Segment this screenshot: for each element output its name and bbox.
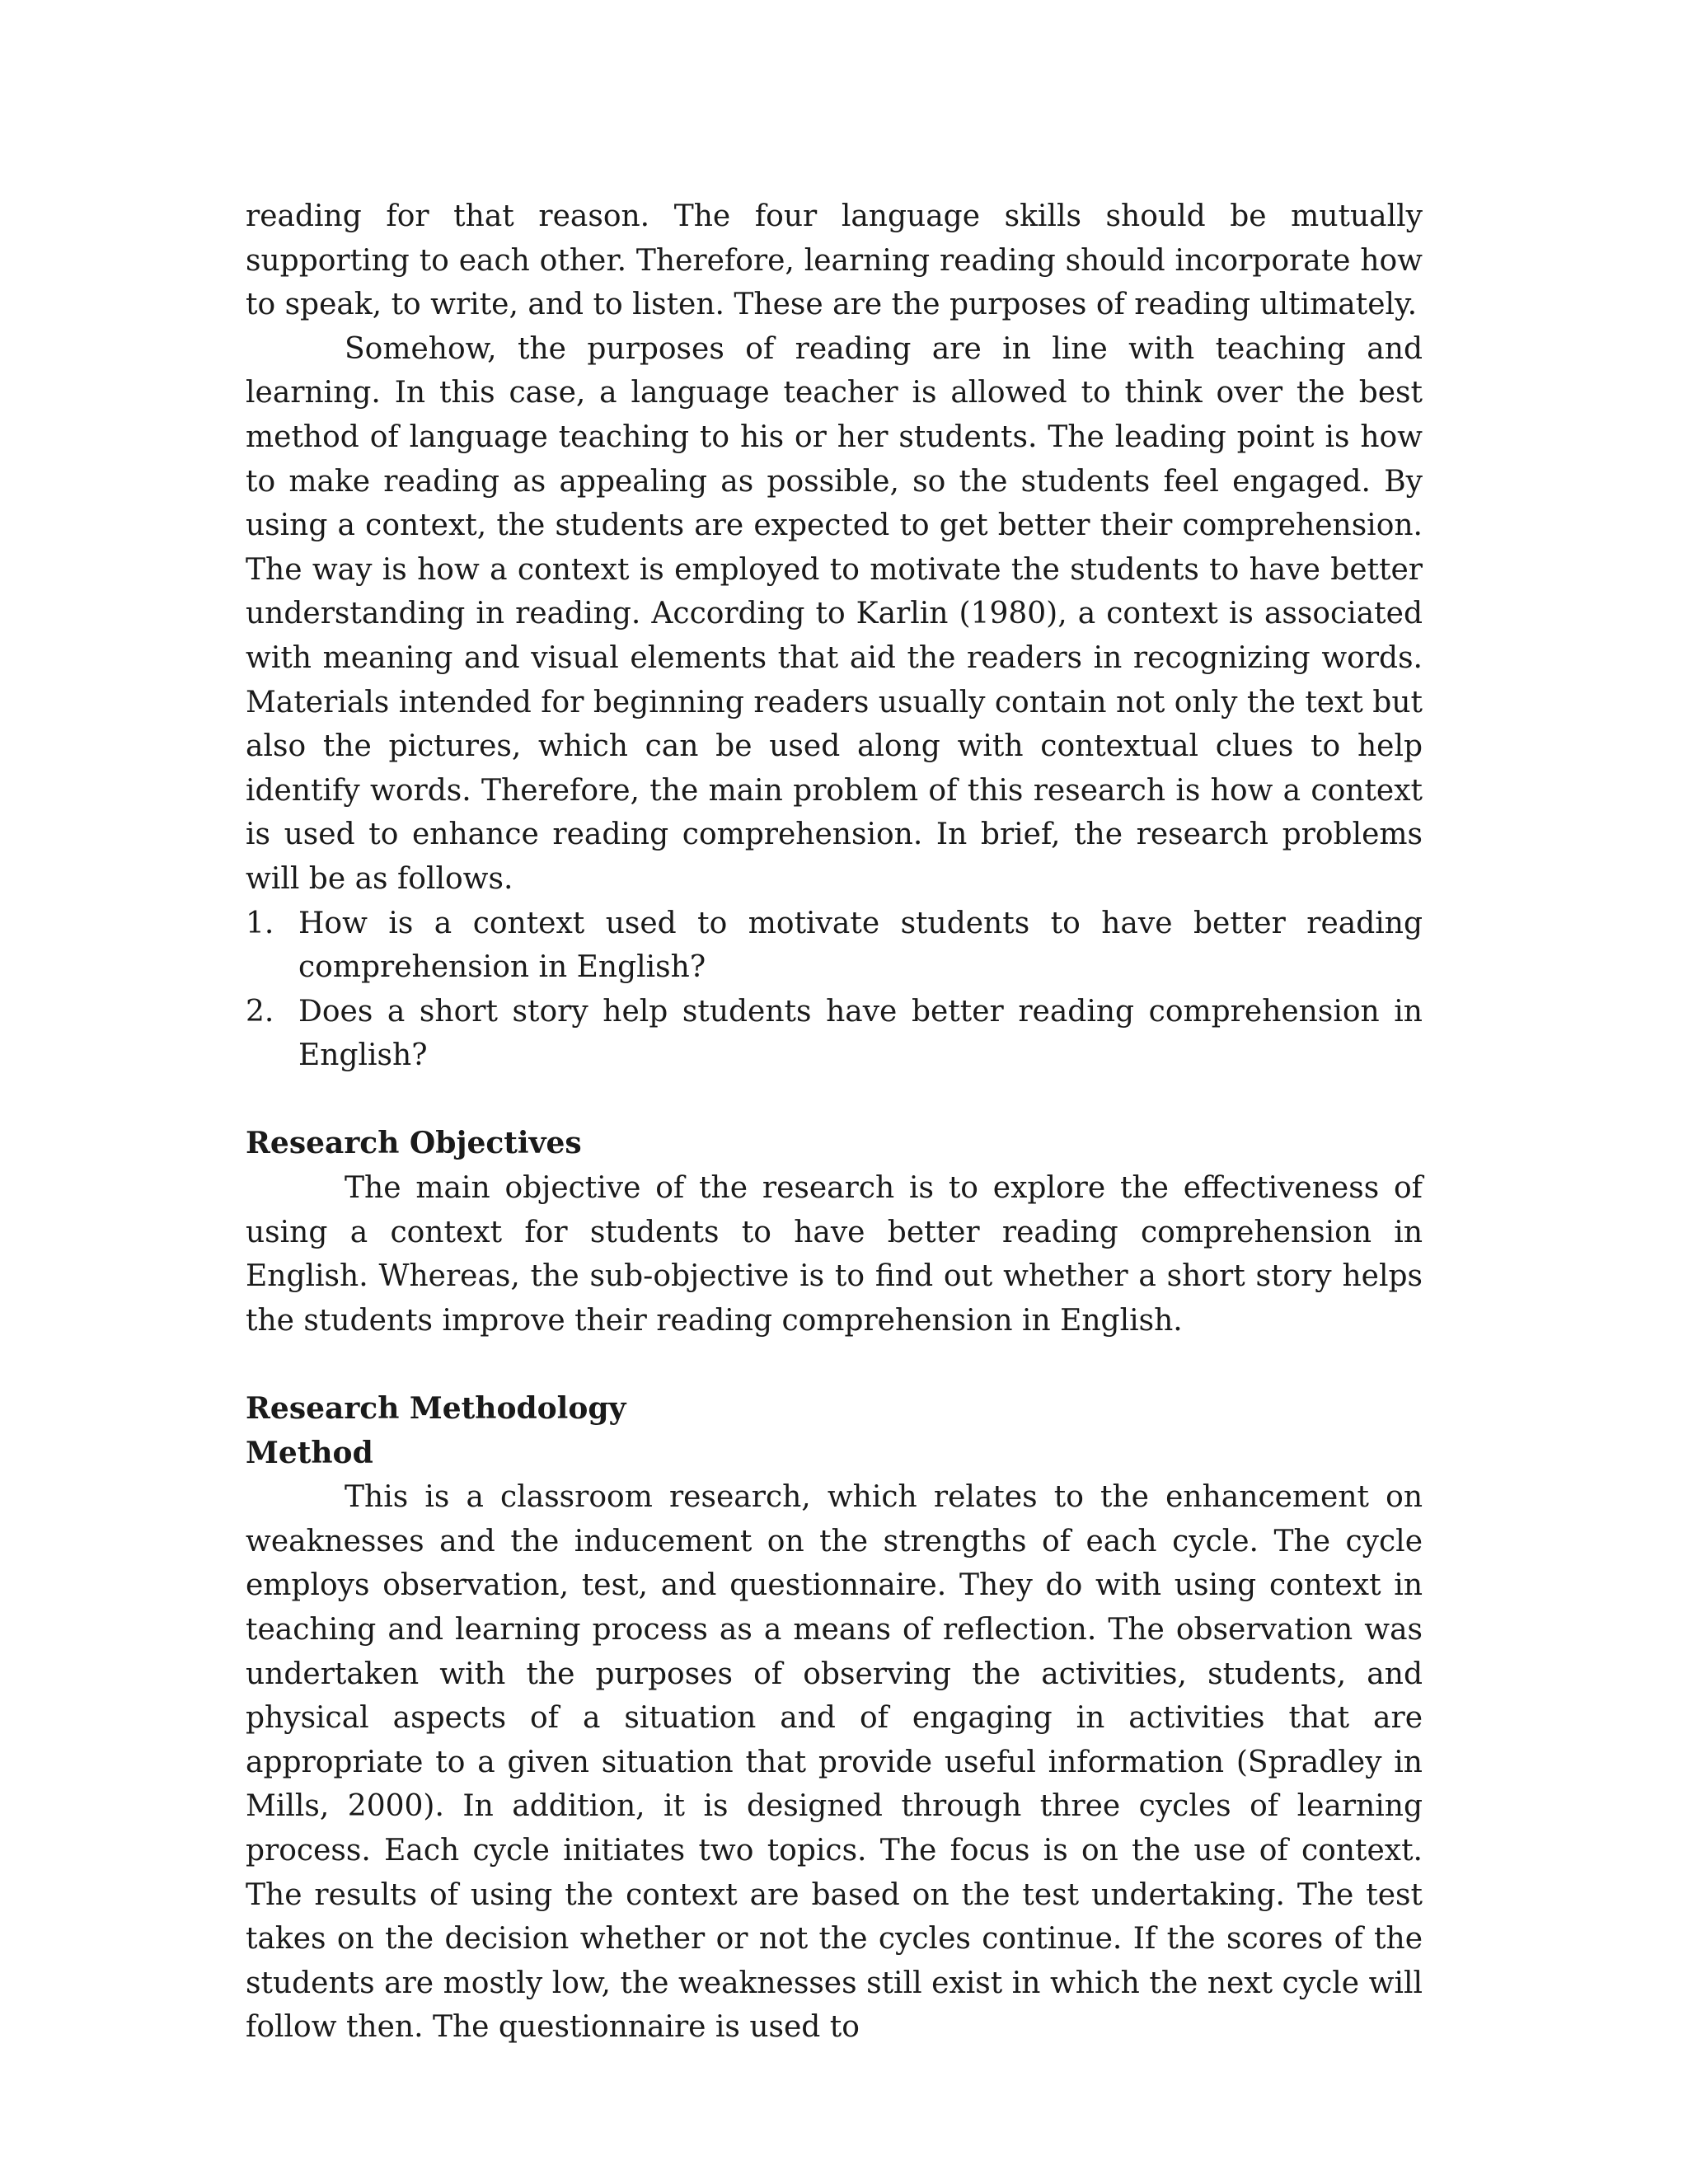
list-item-text: Does a short story help students have better reading comprehension in English? bbox=[298, 994, 1423, 1073]
paragraph-objectives: The main objective of the research is to explore the effectiveness of using a context for students to have better reading comprehension in English. Whereas, the sub-objective is to find out whether a short story helps the students improve their reading comprehension in English. bbox=[246, 1171, 1423, 1338]
paragraph-intro-continuation: reading for that reason. The four language skills should be mutually supporting to each other. Therefore, learning reading should incorporate how to speak, to write, and to listen. These are the purposes of reading ultimately. bbox=[246, 199, 1423, 322]
heading-research-methodology: Research Methodology bbox=[246, 1391, 626, 1427]
section-spacer bbox=[246, 1343, 1423, 1387]
list-item bbox=[246, 990, 1423, 1078]
body-text bbox=[246, 194, 1423, 2050]
paragraph-context: Somehow, the purposes of reading are in line with teaching and learning. In this case, a language teacher is allowed to think over the best method of language teaching to his or her students. The leading point is how to make reading as appealing as possible, so the students feel engaged. By using a context, the students are expected to get better their comprehension. The way is how a context is employed to motivate the students to have better understanding in reading. According to Karlin (1980), a context is associated with meaning and visual elements that aid the readers in recognizing words. Materials intended for beginning readers usually contain not only the text but also the pictures, which can be used along with contextual clues to help identify words. Therefore, the main problem of this research is how a context is used to enhance reading comprehension. In brief, the research problems will be as follows. bbox=[246, 331, 1423, 896]
section-spacer bbox=[246, 1078, 1423, 1122]
research-problems-list bbox=[246, 902, 1423, 1078]
list-item-text: How is a context used to motivate students to have better reading comprehension in English? bbox=[298, 906, 1423, 985]
list-item-number: 1. bbox=[246, 906, 274, 940]
list-item-number: 2. bbox=[246, 994, 274, 1029]
heading-research-objectives: Research Objectives bbox=[246, 1126, 582, 1161]
paragraph-method: This is a classroom research, which relates to the enhancement on weaknesses and the inducement on the strengths of each cycle. The cycle employs observation, test, and questionnaire. They do with using context in teaching and learning process as a means of reflection. The observation was undertaken with the purposes of observing the activities, students, and physical aspects of a situation and of engaging in activities that are appropriate to a given situation that provide useful information (Spradley in Mills, 2000). In addition, it is designed through three cycles of learning process. Each cycle initiates two topics. The focus is on the use of context. The results of using the context are based on the test undertaking. The test takes on the decision whether or not the cycles continue. If the scores of the students are mostly low, the weaknesses still exist in which the next cycle will follow then. The questionnaire is used to bbox=[246, 1480, 1423, 2045]
heading-method: Method bbox=[246, 1435, 373, 1470]
list-item bbox=[246, 902, 1423, 990]
